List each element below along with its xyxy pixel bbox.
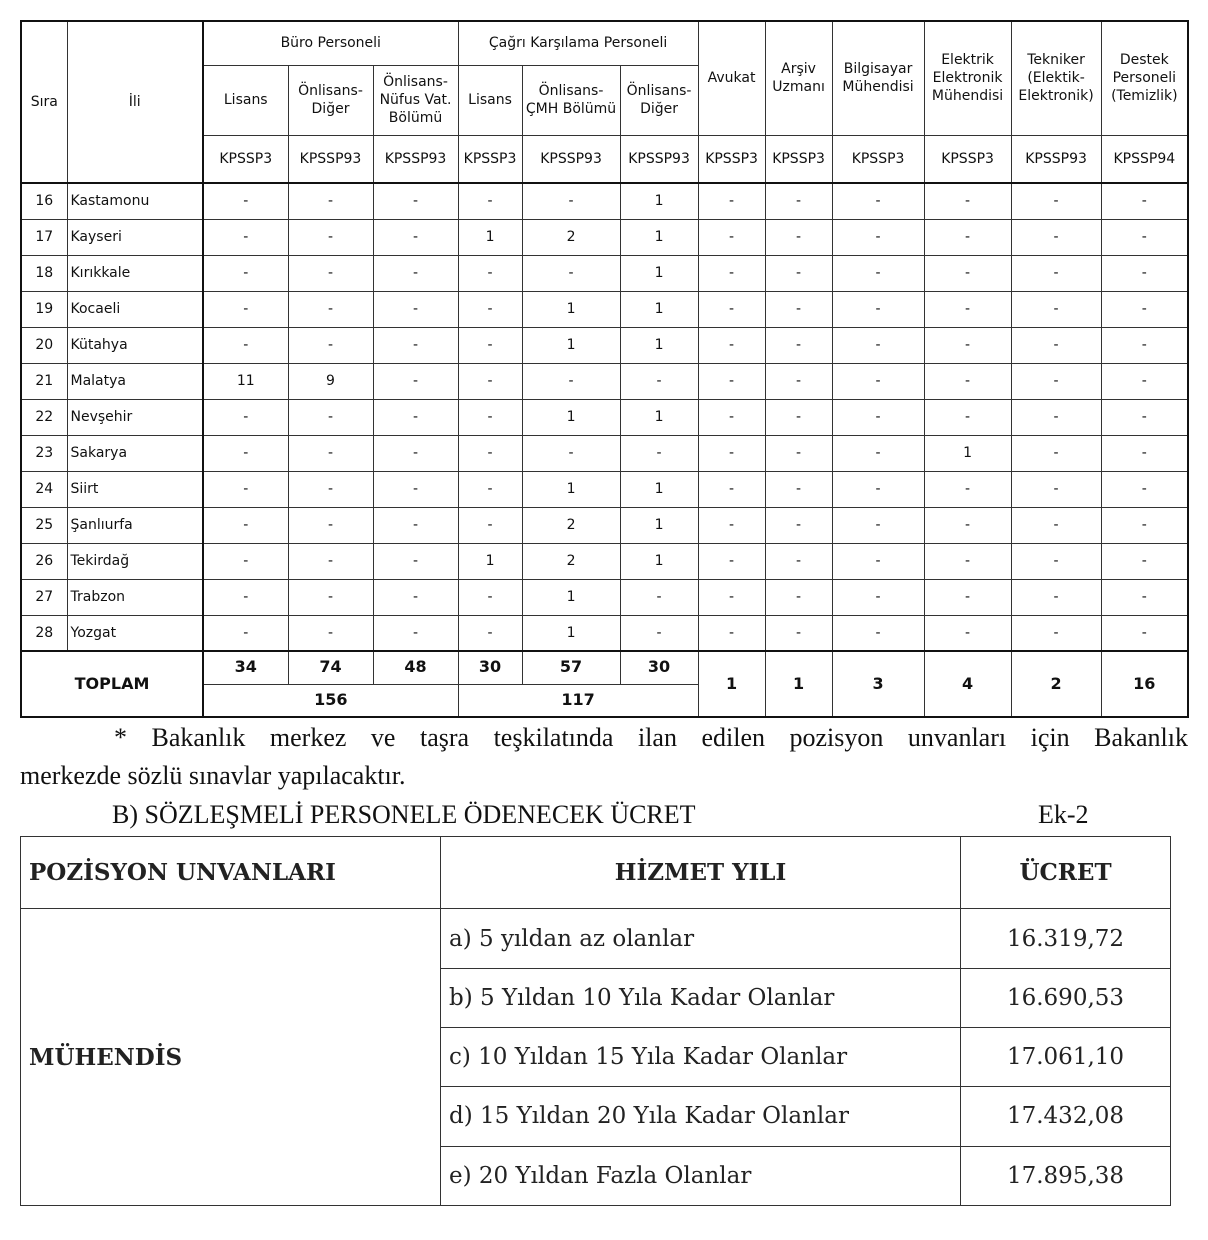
row-value: - [373, 363, 458, 399]
salary-amount: 17.895,38 [961, 1146, 1171, 1205]
row-value: 1 [458, 543, 522, 579]
row-value: 9 [288, 363, 373, 399]
toplam-cell: 3 [832, 651, 924, 717]
kpss-code: KPSSP3 [203, 135, 288, 183]
salary-row [21, 909, 1171, 968]
table-row [21, 219, 1188, 255]
row-value: - [765, 363, 832, 399]
row-value: - [373, 255, 458, 291]
row-value: - [373, 327, 458, 363]
header-elektrik-muhendisi: Elektrik Elektronik Mühendisi [924, 21, 1011, 135]
row-value: - [1011, 399, 1101, 435]
row-value: - [765, 579, 832, 615]
service-year: a) 5 yıldan az olanlar [441, 909, 961, 968]
toplam-cell: 16 [1101, 651, 1188, 717]
row-value: 1 [924, 435, 1011, 471]
row-value: - [203, 327, 288, 363]
row-value: - [765, 615, 832, 651]
row-value: 1 [522, 471, 620, 507]
toplam-label: TOPLAM [21, 651, 203, 717]
row-sira: 22 [21, 399, 67, 435]
row-value: - [924, 363, 1011, 399]
row-value: - [924, 183, 1011, 219]
row-value: - [203, 579, 288, 615]
row-value: - [832, 327, 924, 363]
row-value: - [765, 255, 832, 291]
row-value: - [288, 399, 373, 435]
row-il: Sakarya [67, 435, 203, 471]
row-value: - [832, 363, 924, 399]
kpss-code: KPSSP93 [620, 135, 698, 183]
row-value: - [698, 579, 765, 615]
row-value: 1 [458, 219, 522, 255]
row-value: - [522, 363, 620, 399]
row-value: - [924, 543, 1011, 579]
header-destek-personeli: Destek Personeli (Temizlik) [1101, 21, 1188, 135]
header-tekniker: Tekniker (Elektik-Elektronik) [1011, 21, 1101, 135]
row-il: Malatya [67, 363, 203, 399]
row-value: - [373, 543, 458, 579]
row-value: - [1011, 255, 1101, 291]
row-value: - [832, 219, 924, 255]
row-value: - [620, 615, 698, 651]
row-value: - [288, 291, 373, 327]
row-value: - [1011, 543, 1101, 579]
row-value: - [765, 543, 832, 579]
annex-tag: Ek-2 [1038, 800, 1089, 829]
row-value: 1 [522, 579, 620, 615]
row-value: - [1101, 327, 1188, 363]
row-value: - [522, 183, 620, 219]
row-value: - [924, 579, 1011, 615]
row-value: - [698, 255, 765, 291]
row-value: 1 [522, 291, 620, 327]
row-value: - [288, 471, 373, 507]
header-cagri-onlisans-cmh: Önlisans-ÇMH Bölümü [522, 65, 620, 135]
row-value: 2 [522, 507, 620, 543]
table-row [21, 543, 1188, 579]
row-value: - [924, 507, 1011, 543]
table-row [21, 435, 1188, 471]
table-row [21, 183, 1188, 219]
row-sira: 16 [21, 183, 67, 219]
row-value: - [765, 507, 832, 543]
row-value: - [1101, 291, 1188, 327]
row-value: - [698, 363, 765, 399]
row-value: - [288, 579, 373, 615]
row-value: - [832, 399, 924, 435]
row-value: - [698, 183, 765, 219]
salary-amount: 16.690,53 [961, 968, 1171, 1027]
row-sira: 27 [21, 579, 67, 615]
service-year: b) 5 Yıldan 10 Yıla Kadar Olanlar [441, 968, 961, 1027]
toplam-cell: 57 [522, 651, 620, 684]
row-value: 1 [620, 183, 698, 219]
kpss-code: KPSSP93 [373, 135, 458, 183]
row-il: Kayseri [67, 219, 203, 255]
row-value: - [1011, 327, 1101, 363]
row-il: Siirt [67, 471, 203, 507]
row-value: - [288, 255, 373, 291]
row-value: - [203, 435, 288, 471]
row-value: - [1101, 183, 1188, 219]
row-value: - [924, 399, 1011, 435]
row-value: - [765, 435, 832, 471]
header-sira: Sıra [21, 21, 67, 183]
row-il: Yozgat [67, 615, 203, 651]
kpss-code: KPSSP3 [765, 135, 832, 183]
row-value: - [924, 291, 1011, 327]
row-value: - [288, 507, 373, 543]
header-bilgisayar-muhendisi: Bilgisayar Mühendisi [832, 21, 924, 135]
kpss-code: KPSSP93 [522, 135, 620, 183]
toplam-cell: 34 [203, 651, 288, 684]
row-il: Trabzon [67, 579, 203, 615]
row-value: 1 [620, 543, 698, 579]
row-value: - [620, 363, 698, 399]
row-sira: 24 [21, 471, 67, 507]
row-il: Şanlıurfa [67, 507, 203, 543]
row-value: - [203, 399, 288, 435]
row-value: - [765, 291, 832, 327]
toplam-cell: 74 [288, 651, 373, 684]
toplam-cell: 4 [924, 651, 1011, 717]
row-value: - [1011, 615, 1101, 651]
row-il: Kastamonu [67, 183, 203, 219]
row-value: - [832, 579, 924, 615]
row-value: - [698, 471, 765, 507]
row-value: - [1011, 507, 1101, 543]
header-cagri-lisans: Lisans [458, 65, 522, 135]
row-value: - [458, 183, 522, 219]
row-sira: 25 [21, 507, 67, 543]
row-value: - [458, 255, 522, 291]
row-value: - [522, 435, 620, 471]
row-value: - [1011, 363, 1101, 399]
row-value: - [458, 435, 522, 471]
salary-table [20, 836, 1171, 1206]
row-value: - [832, 615, 924, 651]
row-value: - [458, 507, 522, 543]
row-value: 1 [620, 255, 698, 291]
row-value: - [832, 543, 924, 579]
table-row [21, 615, 1188, 651]
header-hizmet-yili: HİZMET YILI [441, 837, 961, 909]
row-value: - [203, 183, 288, 219]
row-value: - [288, 219, 373, 255]
header-arsiv-uzmani: Arşiv Uzmanı [765, 21, 832, 135]
row-value: - [1011, 291, 1101, 327]
row-sira: 28 [21, 615, 67, 651]
kpss-code: KPSSP93 [288, 135, 373, 183]
row-value: 1 [522, 327, 620, 363]
row-value: - [203, 255, 288, 291]
row-value: - [1101, 363, 1188, 399]
kpss-code: KPSSP3 [924, 135, 1011, 183]
row-sira: 26 [21, 543, 67, 579]
row-value: - [1101, 507, 1188, 543]
row-value: - [832, 507, 924, 543]
row-value: - [924, 255, 1011, 291]
row-sira: 17 [21, 219, 67, 255]
row-il: Kütahya [67, 327, 203, 363]
header-buro-onlisans-diger: Önlisans-Diğer [288, 65, 373, 135]
row-value: - [373, 435, 458, 471]
row-sira: 20 [21, 327, 67, 363]
row-value: - [1011, 183, 1101, 219]
row-value: - [924, 471, 1011, 507]
header-buro-personeli: Büro Personeli [203, 21, 458, 65]
row-value: - [698, 435, 765, 471]
toplam-cell: 30 [458, 651, 522, 684]
kpss-code: KPSSP3 [832, 135, 924, 183]
row-sira: 21 [21, 363, 67, 399]
row-value: - [765, 219, 832, 255]
row-value: - [458, 399, 522, 435]
row-il: Tekirdağ [67, 543, 203, 579]
kpss-code: KPSSP3 [458, 135, 522, 183]
row-value: - [373, 291, 458, 327]
toplam-cell: 48 [373, 651, 458, 684]
row-value: - [765, 183, 832, 219]
row-value: - [373, 471, 458, 507]
row-value: - [288, 435, 373, 471]
table-row [21, 363, 1188, 399]
row-value: - [203, 507, 288, 543]
row-value: 1 [620, 291, 698, 327]
toplam-cell: 1 [698, 651, 765, 717]
row-value: - [288, 543, 373, 579]
row-value: - [698, 543, 765, 579]
salary-amount: 17.061,10 [961, 1028, 1171, 1087]
row-value: - [1101, 435, 1188, 471]
row-value: - [373, 507, 458, 543]
table-row [21, 471, 1188, 507]
row-value: - [1101, 255, 1188, 291]
row-value: - [698, 327, 765, 363]
table-row [21, 327, 1188, 363]
row-value: 11 [203, 363, 288, 399]
row-value: - [522, 255, 620, 291]
row-value: - [698, 399, 765, 435]
row-value: - [832, 291, 924, 327]
row-value: - [288, 183, 373, 219]
row-value: - [373, 579, 458, 615]
kpss-code: KPSSP93 [1011, 135, 1101, 183]
note-line-1: * Bakanlık merkez ve taşra teşkilatında ilan edilen pozisyon unvanları için Bakanlık [114, 723, 1188, 752]
row-value: - [1011, 579, 1101, 615]
row-value: - [832, 183, 924, 219]
row-value: - [373, 219, 458, 255]
note-line-2: merkezde sözlü sınavlar yapılacaktır. [20, 761, 406, 790]
row-value: 1 [620, 219, 698, 255]
row-value: 1 [620, 327, 698, 363]
header-il: İli [67, 21, 203, 183]
row-value: - [765, 327, 832, 363]
row-sira: 18 [21, 255, 67, 291]
header-cagri-onlisans-diger: Önlisans-Diğer [620, 65, 698, 135]
row-value: 1 [522, 615, 620, 651]
row-sira: 23 [21, 435, 67, 471]
row-value: - [203, 543, 288, 579]
row-il: Kırıkkale [67, 255, 203, 291]
row-value: - [924, 219, 1011, 255]
position-title: MÜHENDİS [21, 909, 441, 1206]
row-value: - [1101, 579, 1188, 615]
salary-amount: 16.319,72 [961, 909, 1171, 968]
row-value: - [458, 471, 522, 507]
row-value: - [203, 219, 288, 255]
header-buro-onlisans-nufus: Önlisans-Nüfus Vat. Bölümü [373, 65, 458, 135]
cagri-grand-total: 117 [458, 684, 698, 717]
header-ucret: ÜCRET [961, 837, 1171, 909]
section-b-title: B) SÖZLEŞMELİ PERSONELE ÖDENECEK ÜCRET [112, 800, 696, 829]
row-value: - [373, 399, 458, 435]
row-value: - [698, 219, 765, 255]
header-avukat: Avukat [698, 21, 765, 135]
header-cagri-karsilama: Çağrı Karşılama Personeli [458, 21, 698, 65]
row-value: - [373, 183, 458, 219]
row-value: 2 [522, 219, 620, 255]
row-value: - [765, 399, 832, 435]
row-value: - [288, 327, 373, 363]
table-row [21, 399, 1188, 435]
row-value: - [1101, 615, 1188, 651]
table-row [21, 507, 1188, 543]
table-row [21, 579, 1188, 615]
row-value: - [203, 471, 288, 507]
row-value: - [698, 507, 765, 543]
service-year: d) 15 Yıldan 20 Yıla Kadar Olanlar [441, 1087, 961, 1146]
kpss-code: KPSSP94 [1101, 135, 1188, 183]
row-value: - [288, 615, 373, 651]
row-value: - [458, 363, 522, 399]
row-value: - [1101, 399, 1188, 435]
row-value: 1 [620, 399, 698, 435]
row-value: - [832, 471, 924, 507]
row-il: Kocaeli [67, 291, 203, 327]
row-value: - [1101, 219, 1188, 255]
table-row [21, 291, 1188, 327]
row-value: - [203, 291, 288, 327]
row-value: - [458, 327, 522, 363]
toplam-cell: 2 [1011, 651, 1101, 717]
salary-amount: 17.432,08 [961, 1087, 1171, 1146]
service-year: c) 10 Yıldan 15 Yıla Kadar Olanlar [441, 1028, 961, 1087]
row-il: Nevşehir [67, 399, 203, 435]
table-row [21, 255, 1188, 291]
row-value: - [924, 327, 1011, 363]
toplam-cell: 30 [620, 651, 698, 684]
row-value: - [458, 579, 522, 615]
row-value: - [458, 291, 522, 327]
row-value: 1 [522, 399, 620, 435]
row-value: 2 [522, 543, 620, 579]
row-value: - [1101, 471, 1188, 507]
row-sira: 19 [21, 291, 67, 327]
row-value: - [458, 615, 522, 651]
row-value: - [373, 615, 458, 651]
toplam-cell: 1 [765, 651, 832, 717]
row-value: - [203, 615, 288, 651]
row-value: - [698, 291, 765, 327]
row-value: 1 [620, 471, 698, 507]
header-buro-lisans: Lisans [203, 65, 288, 135]
row-value: 1 [620, 507, 698, 543]
row-value: - [620, 435, 698, 471]
row-value: - [1011, 471, 1101, 507]
row-value: - [765, 471, 832, 507]
row-value: - [924, 615, 1011, 651]
header-pozisyon-unvanlari: POZİSYON UNVANLARI [21, 837, 441, 909]
row-value: - [832, 255, 924, 291]
service-year: e) 20 Yıldan Fazla Olanlar [441, 1146, 961, 1205]
row-value: - [1011, 435, 1101, 471]
row-value: - [698, 615, 765, 651]
kpss-code: KPSSP3 [698, 135, 765, 183]
position-distribution-table [20, 20, 1189, 718]
row-value: - [620, 579, 698, 615]
buro-grand-total: 156 [203, 684, 458, 717]
row-value: - [832, 435, 924, 471]
row-value: - [1101, 543, 1188, 579]
row-value: - [1011, 219, 1101, 255]
